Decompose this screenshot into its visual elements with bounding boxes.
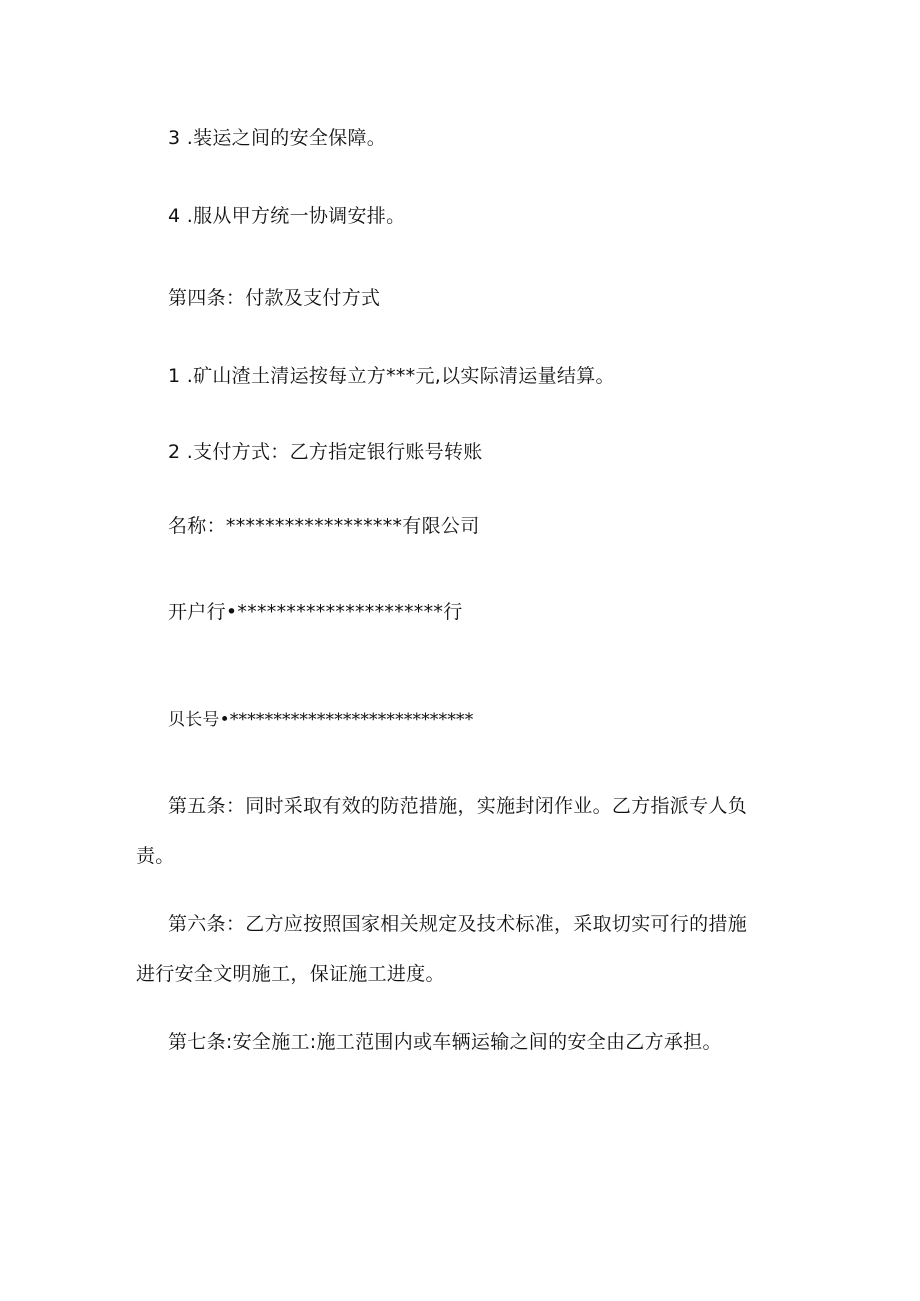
clause-item-3: 3 .装运之间的安全保障。 [168,127,387,149]
article-7: 第七条:安全施工:施工范围内或车辆运输之间的安全由乙方承担。 [168,1031,722,1053]
article-4-heading: 第四条：付款及支付方式 [168,287,381,309]
clause-item-4: 4 .服从甲方统一协调安排。 [168,205,406,227]
account-number: 贝长号•**************************** [168,710,474,730]
article-5-line-1: 第五条：同时采取有效的防范措施，实施封闭作业。乙方指派专人负 [168,795,748,817]
article-6-line-2: 进行安全文明施工，保证施工进度。 [136,963,445,985]
article-5-line-2: 责。 [136,845,175,867]
payment-item-1: 1 .矿山渣土清运按每立方***元,以实际清运量结算。 [168,365,615,387]
account-name: 名称：******************有限公司 [168,515,480,537]
bank-name: 开户行•*********************行 [168,601,463,623]
article-6-line-1: 第六条：乙方应按照国家相关规定及技术标准，采取切实可行的措施 [168,913,748,935]
payment-item-2: 2 .支付方式：乙方指定银行账号转账 [168,441,483,463]
